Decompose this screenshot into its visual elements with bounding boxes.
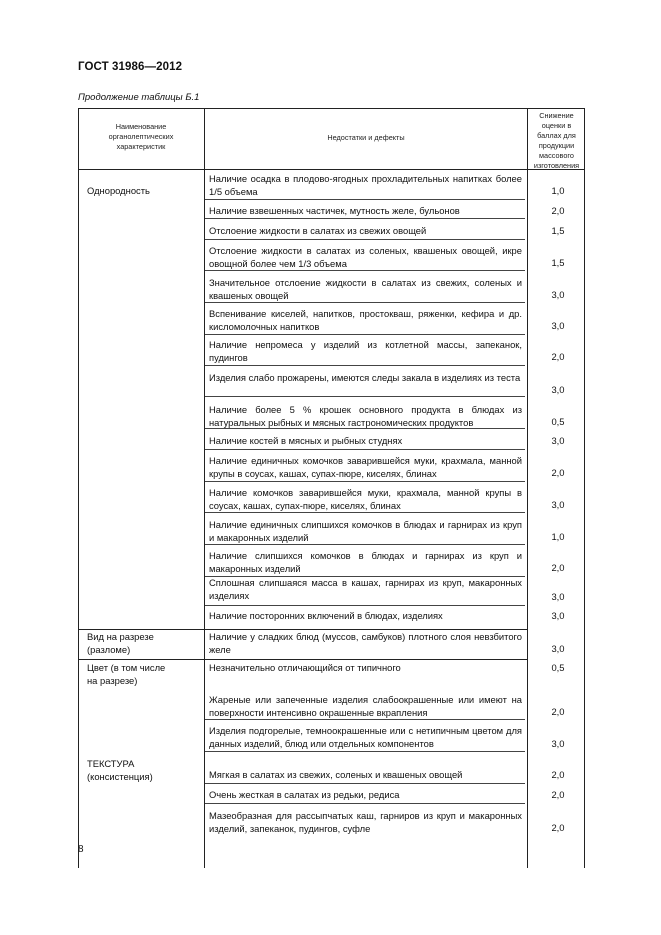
score-value: 3,0 bbox=[551, 499, 565, 510]
defects-table bbox=[78, 108, 585, 868]
row-underline bbox=[205, 719, 525, 720]
page-number: 8 bbox=[78, 844, 84, 855]
table-left-border bbox=[78, 108, 79, 868]
score-value: 3,0 bbox=[551, 384, 565, 395]
characteristic-label: Вид на разрезе (разломе) bbox=[87, 631, 154, 655]
row-underline bbox=[205, 544, 525, 545]
score-value: 2,0 bbox=[551, 351, 565, 362]
row-underline bbox=[205, 396, 525, 397]
defect-text: Наличие единичных комочков заварившейся муки, крахмала, манной крупы в соусах, кашах, супах-пюре, киселях, блинах bbox=[209, 455, 522, 479]
defect-text: Наличие более 5 % крошек основного продукта в блюдах из натуральных рыбных и мясных гастрономических продуктов bbox=[209, 404, 522, 428]
defect-text: Вспенивание киселей, напитков, простокваш, ряженки, кефира и др. кисломолочных напитков bbox=[209, 308, 522, 332]
row-underline bbox=[205, 365, 525, 366]
score-value: 2,0 bbox=[551, 769, 565, 780]
characteristic-label: Однородность bbox=[87, 185, 150, 196]
score-value: 1,5 bbox=[551, 257, 565, 268]
defect-text: Отслоение жидкости в салатах из свежих овощей bbox=[209, 225, 427, 236]
defect-text: Мягкая в салатах из свежих, соленых и квашеных овощей bbox=[209, 769, 463, 780]
score-value: 2,0 bbox=[551, 706, 565, 717]
defect-text: Наличие слипшихся комочков в блюдах и гарнирах из круп и макаронных изделий bbox=[209, 550, 522, 574]
row-underline bbox=[205, 334, 525, 335]
score-value: 2,0 bbox=[551, 562, 565, 573]
characteristic-label: ТЕКСТУРА (консистенция) bbox=[87, 758, 153, 782]
defect-text: Мазеобразная для рассыпчатых каш, гарниров из круп и макаронных изделий, запеканок, пудингов, суфле bbox=[209, 810, 522, 834]
defect-text: Незначительно отличающийся от типичного bbox=[209, 662, 401, 673]
defect-text: Значительное отслоение жидкости в салатах из свежих, соленых и квашеных овощей bbox=[209, 277, 522, 301]
defect-text: Наличие непромеса у изделий из котлетной массы, запеканок, пудингов bbox=[209, 339, 522, 363]
defect-text: Сплошная слипшаяся масса в кашах, гарнирах из круп, макаронных изделиях bbox=[209, 577, 522, 601]
defect-text: Изделия подгорелые, темноокрашенные или с нетипичным цветом для данных изделий, блюд или отдельных компонентов bbox=[209, 725, 522, 749]
section-divider bbox=[78, 659, 527, 660]
score-value: 3,0 bbox=[551, 643, 565, 654]
defect-text: Наличие костей в мясных и рыбных студнях bbox=[209, 435, 403, 446]
row-underline bbox=[205, 605, 525, 606]
score-value: 1,0 bbox=[551, 185, 565, 196]
row-underline bbox=[205, 199, 525, 200]
defect-text: Наличие осадка в плодово-ягодных прохладительных напитках более 1/5 объема bbox=[209, 173, 522, 197]
row-underline bbox=[205, 428, 525, 429]
score-value: 3,0 bbox=[551, 435, 565, 446]
defect-text: Изделия слабо прожарены, имеются следы закала в изделиях из теста bbox=[209, 372, 521, 383]
row-underline bbox=[205, 512, 525, 513]
row-underline bbox=[205, 218, 525, 219]
table-column-divider-2 bbox=[527, 108, 528, 868]
score-value: 3,0 bbox=[551, 610, 565, 621]
score-value: 0,5 bbox=[551, 416, 565, 427]
section-divider bbox=[78, 629, 527, 630]
table-right-border bbox=[584, 108, 585, 868]
score-value: 1,5 bbox=[551, 225, 565, 236]
header-score: Снижение оценки в баллах для продукции массового изготовления bbox=[533, 111, 580, 170]
defect-text: Наличие единичных слипшихся комочков в блюдах и гарнирах из круп и макаронных изделий bbox=[209, 519, 522, 543]
row-underline bbox=[205, 270, 525, 271]
score-value: 3,0 bbox=[551, 289, 565, 300]
defect-text: Наличие у сладких блюд (муссов, самбуков) плотного слоя невзбитого желе bbox=[209, 631, 522, 655]
score-value: 2,0 bbox=[551, 789, 565, 800]
row-underline bbox=[205, 302, 525, 303]
row-underline bbox=[205, 803, 525, 804]
defect-text: Наличие посторонних включений в блюдах, изделиях bbox=[209, 610, 443, 621]
table-header-divider bbox=[78, 169, 585, 170]
score-value: 2,0 bbox=[551, 822, 565, 833]
score-value: 2,0 bbox=[551, 205, 565, 216]
row-underline bbox=[205, 449, 525, 450]
table-top-border bbox=[78, 108, 585, 109]
score-value: 0,5 bbox=[551, 662, 565, 673]
row-underline bbox=[205, 481, 525, 482]
header-defects: Недостатки и дефекты bbox=[327, 133, 405, 142]
row-underline bbox=[205, 239, 525, 240]
defect-text: Наличие взвешенных частичек, мутность желе, бульонов bbox=[209, 205, 460, 216]
score-value: 3,0 bbox=[551, 320, 565, 331]
score-value: 2,0 bbox=[551, 467, 565, 478]
table-column-divider-1 bbox=[204, 108, 205, 868]
defect-text: Жареные или запеченные изделия слабоокрашенные или имеют на поверхности интенсивно окрашенные вкрапления bbox=[209, 694, 522, 718]
document-standard-number: ГОСТ 31986—2012 bbox=[78, 61, 183, 73]
score-value: 1,0 bbox=[551, 531, 565, 542]
score-value: 3,0 bbox=[551, 591, 565, 602]
score-value: 3,0 bbox=[551, 738, 565, 749]
defect-text: Наличие комочков заварившейся муки, крахмала, манной крупы в соусах, кашах, супах-пюре, киселях, блинах bbox=[209, 487, 522, 511]
table-continuation-title: Продолжение таблицы Б.1 bbox=[78, 92, 200, 103]
defect-text: Очень жесткая в салатах из редьки, редиса bbox=[209, 789, 400, 800]
characteristic-label: Цвет (в том числе на разрезе) bbox=[87, 662, 166, 686]
row-underline bbox=[205, 783, 525, 784]
defect-text: Отслоение жидкости в салатах из соленых, квашеных овощей, икре овощной более чем 1/3 объема bbox=[209, 245, 522, 269]
header-characteristic: Наименование органолептических характеристик bbox=[108, 122, 174, 151]
row-underline bbox=[205, 751, 525, 752]
